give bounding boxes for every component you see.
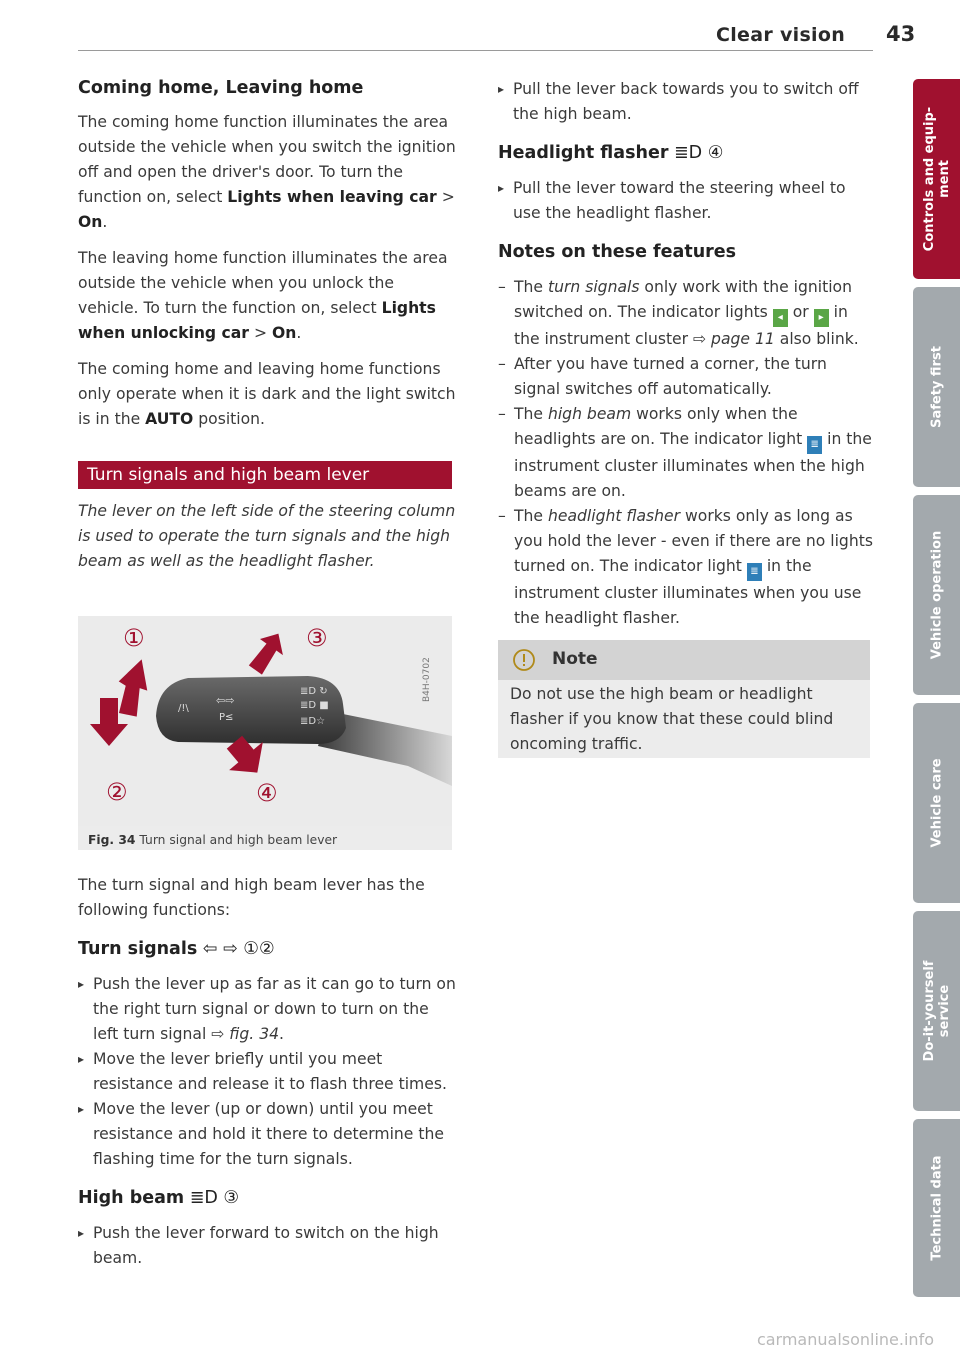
tab-vehicle-operation[interactable] — [913, 495, 960, 695]
watermark-logo: carmanualsonline.info — [756, 1330, 934, 1349]
callout-2: ② — [106, 778, 128, 806]
high-beam-list — [78, 1221, 458, 1271]
section-title-bar: Turn signals and high beam lever — [78, 461, 452, 489]
heading-coming-home: Coming home, Leaving home — [78, 78, 364, 98]
page-number: 43 — [886, 22, 916, 46]
note-header — [498, 640, 870, 680]
callout-3: ③ — [306, 624, 328, 652]
turn-left-indicator-icon: ◂ — [773, 309, 788, 327]
tab-label: Vehicle care — [929, 758, 944, 848]
lever-marking-3: ≣D☆ — [300, 716, 326, 727]
running-header-title: Clear vision — [716, 24, 846, 46]
figure-34 — [78, 616, 452, 850]
paragraph-functions: The turn signal and high beam lever has the following functions: — [78, 876, 425, 919]
section-intro: The lever on the left side of the steering column is used to operate the turn signals and the high beam as well as the headlight flasher. — [78, 502, 456, 570]
list-item: ▸ Push the lever up as far as it can go to turn on the right turn signal or down to turn on the left turn signal ⇨ fig. 34. — [78, 972, 458, 1047]
heading-headlight-flasher: Headlight flasher ≣D ④ — [498, 143, 724, 163]
lever-marking-hazard: /!\ — [178, 703, 189, 714]
tab-label: Safety first — [929, 346, 944, 428]
page-11-link[interactable]: ⇨ page 11 — [693, 330, 775, 348]
tab-safety-first[interactable] — [913, 287, 960, 487]
tab-do-it-yourself-service[interactable] — [913, 911, 960, 1111]
note-title: Note — [552, 649, 598, 669]
tab-label: Vehicle operation — [929, 530, 944, 660]
list-item: – After you have turned a corner, the turn signal switches off automatically. — [498, 352, 873, 402]
tab-label: Technical data — [929, 1155, 944, 1261]
paragraph-leaving-home: The leaving home function illuminates the area outside the vehicle when you unlock the vehicle. To turn the function on, select Lights when unlocking car > On. — [78, 249, 448, 342]
notes-list — [498, 275, 873, 631]
heading-high-beam: High beam ≣D ③ — [78, 1188, 240, 1208]
high-beam-indicator-icon: ≣ — [807, 436, 822, 454]
lever-marking-arrows: ⇦⇨ — [216, 694, 235, 707]
lever-marking-2: ≣D ■ — [300, 700, 329, 711]
fig-34-link[interactable]: ⇨ fig. 34 — [211, 1025, 280, 1043]
turn-signal-lever-illustration — [78, 616, 452, 826]
heading-notes: Notes on these features — [498, 242, 737, 262]
note-box — [498, 640, 870, 758]
figure-caption: Fig. 34 Turn signal and high beam lever — [88, 833, 338, 847]
list-item: – The high beam works only when the headlights are on. The indicator light ≣ in the instrument cluster illuminates when the high beams are on. — [498, 402, 873, 504]
tab-technical-data[interactable] — [913, 1119, 960, 1297]
tab-vehicle-care[interactable] — [913, 703, 960, 903]
list-item: ▸ Move the lever (up or down) until you meet resistance and hold it there to determine the flashing time for the turn signals. — [78, 1097, 458, 1172]
tab-label: Controls and equip- ment — [921, 106, 952, 252]
callout-4: ④ — [256, 779, 278, 807]
tab-controls-and-equipment[interactable] — [913, 79, 960, 279]
flasher-list — [498, 176, 873, 226]
list-item: ▸ Pull the lever back towards you to switch off the high beam. — [498, 77, 873, 127]
figure-code-text: B4H-0702 — [422, 657, 432, 702]
high-beam-indicator-icon: ≣ — [747, 563, 762, 581]
heading-turn-signals: Turn signals ⇦ ⇨ ①② — [78, 939, 275, 959]
list-item: – The turn signals only work with the ignition switched on. The indicator lights ◂ or ▸ in the instrument cluster ⇨ page 11 also blink. — [498, 275, 873, 352]
list-item: – The headlight flasher works only as long as you hold the lever - even if there are no lights turned on. The indicator light ≣ in the instrument cluster illuminates when you use the headlight flasher. — [498, 504, 873, 631]
arrow-forward-icon — [244, 627, 292, 678]
list-item: ▸ Move the lever briefly until you meet resistance and release it to flash three times. — [78, 1047, 458, 1097]
paragraph-coming-home: The coming home function illuminates the area outside the vehicle when you switch the ignition off and open the driver's door. To turn the function on, select Lights when leaving car > On. — [78, 113, 456, 231]
list-item: ▸ Push the lever forward to switch on the high beam. — [78, 1221, 458, 1271]
tab-label: Do-it-yourself service — [921, 960, 952, 1062]
figure-code — [418, 646, 432, 702]
paragraph-auto-position: The coming home and leaving home functions only operate when it is dark and the light switch is in the AUTO position. — [78, 360, 456, 428]
turn-signals-list — [78, 972, 458, 1172]
lever-marking-park: P≤ — [219, 712, 234, 723]
lever-marking-1: ≣D ↻ — [300, 686, 328, 697]
info-exclamation-icon — [512, 648, 536, 672]
high-beam-list-cont — [498, 77, 873, 127]
list-item: ▸ Pull the lever toward the steering wheel to use the headlight flasher. — [498, 176, 873, 226]
header-rule — [78, 50, 873, 51]
turn-right-indicator-icon: ▸ — [814, 309, 829, 327]
note-body: Do not use the high beam or headlight flasher if you know that these could blind oncoming traffic. — [510, 685, 834, 753]
callout-1: ① — [123, 624, 145, 652]
